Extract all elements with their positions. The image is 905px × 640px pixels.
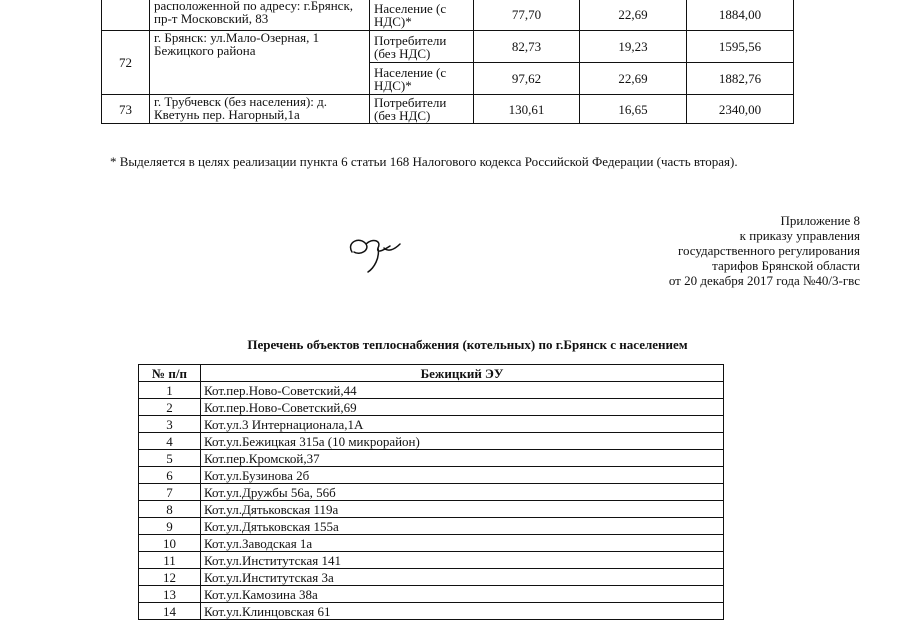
- boiler-name: Кот.пер.Ново-Советский,44: [201, 382, 724, 399]
- row-number: 2: [139, 399, 201, 416]
- row-number: 13: [139, 586, 201, 603]
- list-title: Перечень объектов теплоснабжения (котельных) по г.Брянск с населением: [247, 337, 688, 352]
- row-number: [102, 0, 150, 31]
- table-header-row: [139, 365, 724, 382]
- row-number: 11: [139, 552, 201, 569]
- value-cell: 1884,00: [687, 0, 794, 31]
- value-cell: 82,73: [474, 31, 580, 63]
- signature-mark: [338, 226, 408, 276]
- row-number: 8: [139, 501, 201, 518]
- row-number: 10: [139, 535, 201, 552]
- row-number: 7: [139, 484, 201, 501]
- table-row: [139, 416, 724, 433]
- address-cell: г. Брянск: ул.Мало-Озерная, 1 Бежицкого района: [150, 31, 370, 95]
- appendix-line: Приложение 8: [780, 213, 860, 228]
- row-number: 1: [139, 382, 201, 399]
- value-cell: 22,69: [580, 0, 687, 31]
- appendix-line: государственного регулирования: [677, 243, 860, 258]
- address-cell: г. Трубчевск (без населения): д. Кветунь пер. Нагорный,1а: [150, 95, 370, 124]
- table-row: [139, 535, 724, 552]
- row-number: 9: [139, 518, 201, 535]
- row-number: 14: [139, 603, 201, 620]
- table-row: [139, 586, 724, 603]
- value-cell: 77,70: [474, 0, 580, 31]
- boiler-name: Кот.пер.Ново-Советский,69: [201, 399, 724, 416]
- row-number: 6: [139, 467, 201, 484]
- boiler-list-table: [138, 364, 724, 620]
- boiler-name: Кот.ул.Клинцовская 61: [201, 603, 724, 620]
- table-row: [139, 382, 724, 399]
- appendix-line: от 20 декабря 2017 года №40/3-гвс: [668, 273, 860, 288]
- value-cell: 2340,00: [687, 95, 794, 124]
- boiler-name: Кот.ул.Камозина 38а: [201, 586, 724, 603]
- value-cell: 1882,76: [687, 63, 794, 95]
- consumer-cell: Потребители (без НДС): [370, 31, 474, 63]
- column-header-number: № п/п: [139, 365, 201, 382]
- boiler-name: Кот.ул.Заводская 1а: [201, 535, 724, 552]
- table-row: [139, 518, 724, 535]
- table-row: [139, 467, 724, 484]
- appendix-header: [620, 213, 860, 288]
- footnote: * Выделяется в целях реализации пункта 6 статьи 168 Налогового кодекса Российской Федерации (часть вторая).: [110, 154, 738, 169]
- consumer-cell: Население (с НДС)*: [370, 63, 474, 95]
- boiler-name: Кот.ул.Бузинова 2б: [201, 467, 724, 484]
- table-row: [139, 450, 724, 467]
- table-row: [139, 569, 724, 586]
- table-row: [102, 31, 794, 63]
- appendix-line: к приказу управления: [739, 228, 860, 243]
- row-number: 73: [102, 95, 150, 124]
- value-cell: 1595,56: [687, 31, 794, 63]
- row-number: 72: [102, 31, 150, 95]
- table-row: [139, 484, 724, 501]
- appendix-line: тарифов Брянской области: [712, 258, 860, 273]
- table-row: [139, 399, 724, 416]
- boiler-name: Кот.ул.Бежицкая 315а (10 микрорайон): [201, 433, 724, 450]
- table-row: [139, 501, 724, 518]
- row-number: 3: [139, 416, 201, 433]
- table-row: [102, 95, 794, 124]
- boiler-name: Кот.пер.Кромской,37: [201, 450, 724, 467]
- consumer-cell: Потребители (без НДС): [370, 95, 474, 124]
- boiler-name: Кот.ул.Дятьковская 155а: [201, 518, 724, 535]
- value-cell: 97,62: [474, 63, 580, 95]
- value-cell: 16,65: [580, 95, 687, 124]
- boiler-name: Кот.ул.Институтская 3а: [201, 569, 724, 586]
- row-number: 12: [139, 569, 201, 586]
- consumer-cell: Население (с НДС)*: [370, 0, 474, 31]
- row-number: 5: [139, 450, 201, 467]
- boiler-name: Кот.ул.Дятьковская 119а: [201, 501, 724, 518]
- boiler-name: Кот.ул.Дружбы 56а, 56б: [201, 484, 724, 501]
- table-row: [102, 0, 794, 31]
- column-header-name: Бежицкий ЭУ: [201, 365, 724, 382]
- value-cell: 22,69: [580, 63, 687, 95]
- table-row: [139, 433, 724, 450]
- row-number: 4: [139, 433, 201, 450]
- value-cell: 19,23: [580, 31, 687, 63]
- address-cell: расположенной по адресу: г.Брянск, пр-т Московский, 83: [150, 0, 370, 31]
- boiler-name: Кот.ул.3 Интернационала,1А: [201, 416, 724, 433]
- table-row: [139, 603, 724, 620]
- table-row: [139, 552, 724, 569]
- boiler-name: Кот.ул.Институтская 141: [201, 552, 724, 569]
- tariff-table: [101, 0, 794, 124]
- value-cell: 130,61: [474, 95, 580, 124]
